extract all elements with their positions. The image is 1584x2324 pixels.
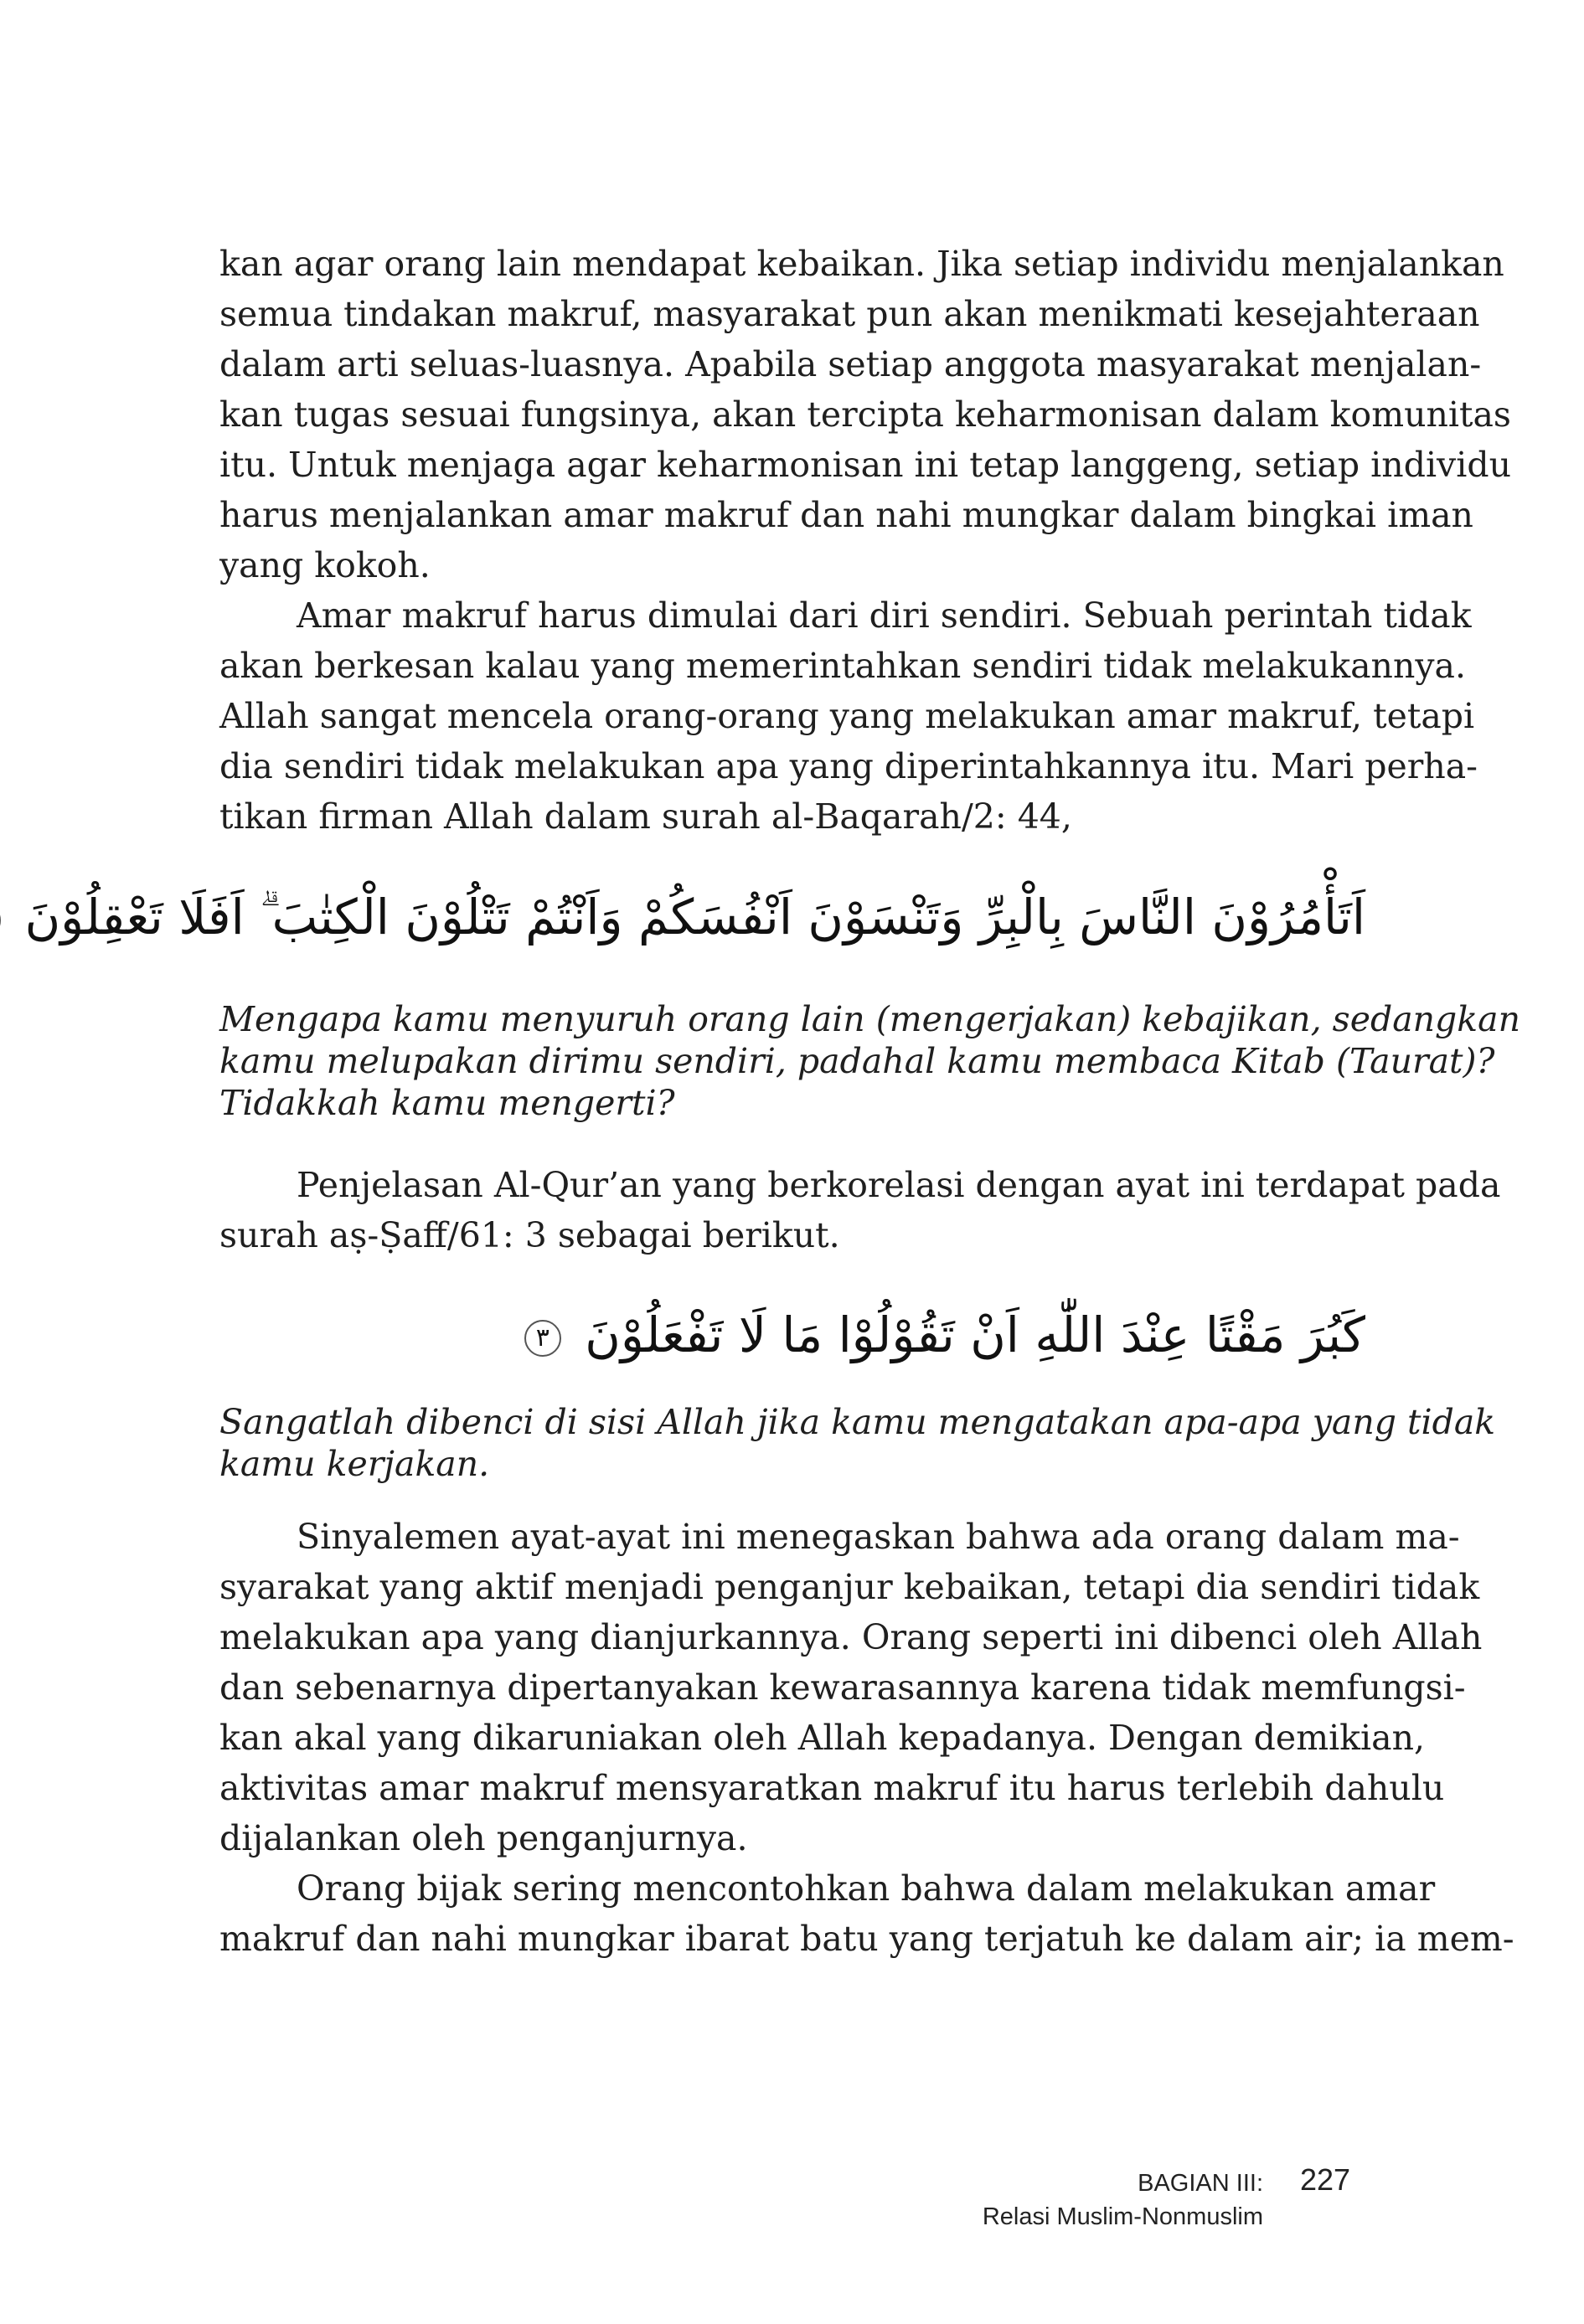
text-line: Sinyalemen ayat-ayat ini menegaskan bahwa ada orang dalam ma- [297, 1517, 1460, 1557]
arabic-verse-text: اَتَأْمُرُوْنَ النَّاسَ بِالْبِرِّ وَتَنْسَوْنَ اَنْفُسَكُمْ وَاَنْتُمْ تَتْلُوْنَ الْكِتٰبَ ۗ اَفَلَا تَعْقِلُوْنَ [24, 889, 1365, 946]
ayah-number-marker [0, 902, 1, 939]
text-line: makruf dan nahi mungkar ibarat batu yang terjatuh ke dalam air; ia mem- [219, 1919, 1514, 1959]
text-line: syarakat yang aktif menjadi penganjur kebaikan, tetapi dia sendiri tidak [219, 1567, 1480, 1607]
arabic-verse-1 [24, 879, 1365, 955]
paragraph-5 [219, 1863, 1514, 1964]
arabic-verse-text: كَبُرَ مَقْتًا عِنْدَ اللّٰهِ اَنْ تَقُوْلُوْا مَا لَا تَفْعَلُوْنَ [585, 1306, 1365, 1363]
text-line: kan agar orang lain mendapat kebaikan. Jika setiap individu menjalankan [219, 244, 1504, 284]
text-line: kamu kerjakan. [219, 1444, 490, 1484]
text-line: dalam arti seluas-luasnya. Apabila setiap anggota masyarakat menjalan- [219, 344, 1482, 384]
text-line: kamu melupakan dirimu sendiri, padahal kamu membaca Kitab (Taurat)? [219, 1041, 1495, 1081]
text-line: akan berkesan kalau yang memerintahkan sendiri tidak melakukannya. [219, 646, 1466, 686]
arabic-verse-2 [219, 1297, 1365, 1373]
text-line: itu. Untuk menjaga agar keharmonisan ini tetap langgeng, setiap individu [219, 445, 1511, 485]
text-line: surah aṣ-Ṣaff/61: 3 sebagai berikut. [219, 1215, 840, 1255]
paragraph-4 [219, 1512, 1483, 1863]
text-line: Tidakkah kamu mengerti? [219, 1083, 675, 1123]
paragraph-2 [219, 590, 1478, 842]
text-line: dijalankan oleh penganjurnya. [219, 1818, 748, 1858]
text-line: dan sebenarnya dipertanyakan kewarasannya karena tidak memfungsi- [219, 1667, 1466, 1708]
verse-translation-2 [219, 1401, 1496, 1485]
verse-translation-1 [219, 998, 1520, 1124]
text-line: kan tugas sesuai fungsinya, akan tercipta keharmonisan dalam komunitas [219, 394, 1511, 435]
footer-section-subtitle: Relasi Muslim-Nonmuslim [982, 2203, 1263, 2230]
text-line: melakukan apa yang dianjurkannya. Orang seperti ini dibenci oleh Allah [219, 1617, 1483, 1657]
text-line: Mengapa kamu menyuruh orang lain (mengerjakan) kebajikan, sedangkan [219, 999, 1520, 1039]
text-line: Sangatlah dibenci di sisi Allah jika kamu mengatakan apa-apa yang tidak [219, 1402, 1496, 1442]
text-line: Penjelasan Al-Qur’an yang berkorelasi dengan ayat ini terdapat pada [297, 1165, 1501, 1205]
text-line: Amar makruf harus dimulai dari diri sendiri. Sebuah perintah tidak [297, 595, 1472, 636]
page-number: 227 [1300, 2162, 1351, 2197]
paragraph-3 [219, 1160, 1501, 1260]
text-line: Orang bijak sering mencontohkan bahwa dalam melakukan amar [297, 1868, 1436, 1909]
paragraph-1 [219, 239, 1511, 590]
ayah-number-marker: ٣ [524, 1320, 561, 1357]
text-line: aktivitas amar makruf mensyaratkan makruf itu harus terlebih dahulu [219, 1768, 1445, 1808]
text-line: Allah sangat mencela orang-orang yang melakukan amar makruf, tetapi [219, 696, 1475, 736]
text-line: kan akal yang dikaruniakan oleh Allah kepadanya. Dengan demikian, [219, 1718, 1426, 1758]
text-line: semua tindakan makruf, masyarakat pun akan menikmati kesejahteraan [219, 294, 1480, 334]
running-footer [983, 2167, 1263, 2234]
text-line: harus menjalankan amar makruf dan nahi mungkar dalam bingkai iman [219, 495, 1473, 535]
footer-section-label: BAGIAN III: [1138, 2170, 1263, 2197]
text-line: dia sendiri tidak melakukan apa yang diperintahkannya itu. Mari perha- [219, 746, 1478, 786]
text-line: tikan firman Allah dalam surah al-Baqarah/2: 44, [219, 796, 1072, 837]
text-line: yang kokoh. [219, 545, 431, 585]
